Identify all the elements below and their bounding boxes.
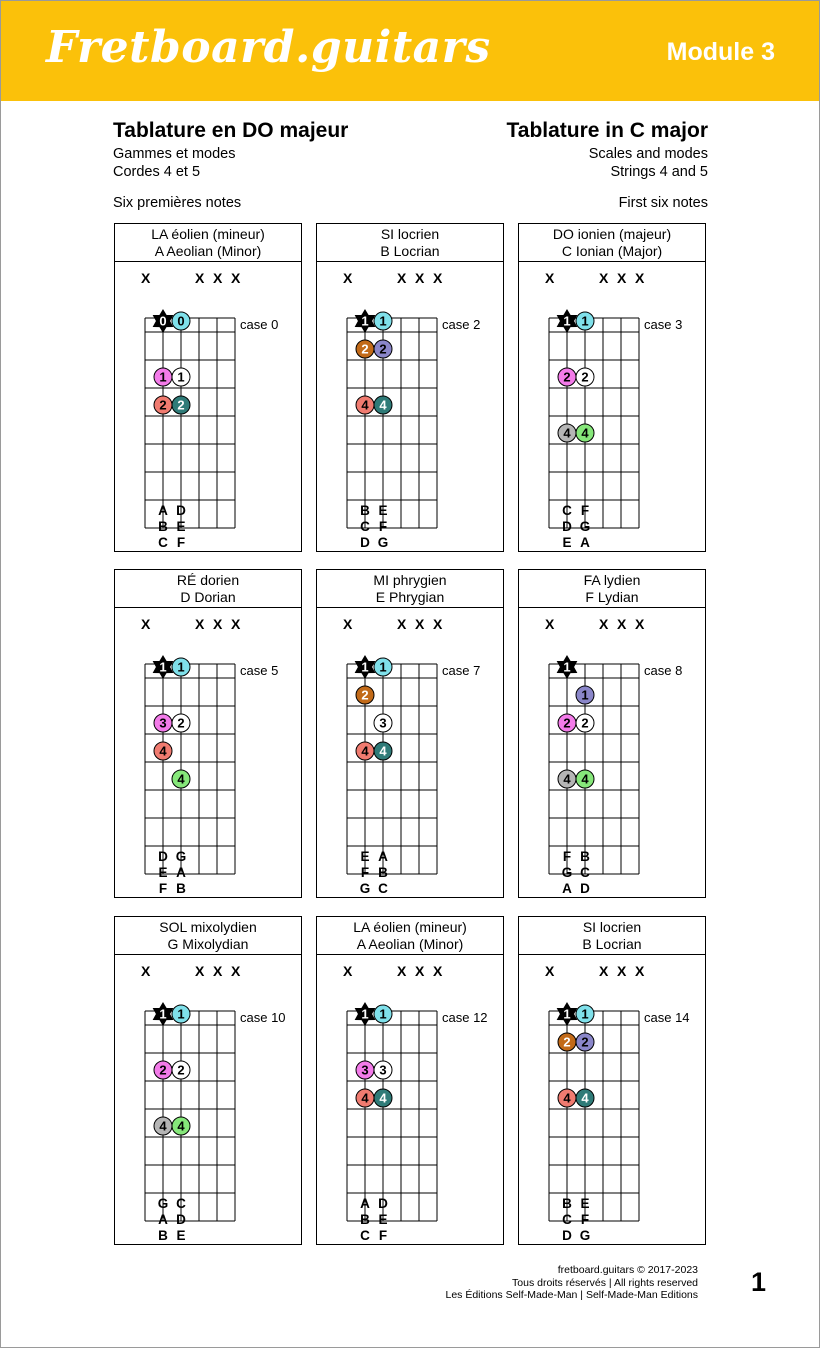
subtitle-french-3: Six premières notes <box>113 195 242 211</box>
note-marker <box>172 1061 190 1079</box>
note-name: D <box>580 881 590 896</box>
muted-string-marker: X <box>141 270 151 286</box>
note-finger-label: 2 <box>581 715 589 731</box>
note-marker <box>374 714 392 732</box>
muted-string-marker: X <box>545 270 555 286</box>
note-marker <box>558 1089 576 1107</box>
fret-position-label: case 14 <box>644 1010 690 1025</box>
note-marker <box>558 424 576 442</box>
note-marker <box>576 368 594 386</box>
mode-name-french: FA lydien <box>583 572 641 588</box>
note-marker <box>356 396 374 414</box>
note-finger-label: 2 <box>581 1034 589 1050</box>
note-marker <box>558 714 576 732</box>
muted-string-marker: X <box>397 270 407 286</box>
note-finger-label: 4 <box>379 397 387 413</box>
note-finger-label: 1 <box>361 313 369 329</box>
module-label: Module 3 <box>666 38 775 66</box>
note-finger-label: 4 <box>581 1090 589 1106</box>
note-name: G <box>561 865 573 880</box>
note-marker <box>356 1089 374 1107</box>
root-note-marker <box>153 1003 172 1025</box>
root-note-marker <box>153 310 172 332</box>
mode-card <box>114 916 302 1245</box>
footer-rights: Tous droits réservés | All rights reserved <box>512 1276 698 1289</box>
mode-card <box>518 916 706 1245</box>
mode-name-english: C Ionian (Major) <box>561 243 663 259</box>
note-finger-label: 4 <box>177 1118 185 1134</box>
note-finger-label: 1 <box>159 369 167 385</box>
note-marker <box>356 1061 374 1079</box>
note-name: G <box>579 519 591 534</box>
fret-position-label: case 8 <box>644 663 683 678</box>
muted-string-marker: X <box>599 963 609 979</box>
muted-string-marker: X <box>213 616 223 632</box>
note-marker <box>154 714 172 732</box>
muted-string-marker: X <box>635 963 645 979</box>
fret-position-label: case 12 <box>442 1010 488 1025</box>
muted-string-marker: X <box>231 963 241 979</box>
note-name: B <box>176 881 186 896</box>
note-name: C <box>176 1196 186 1211</box>
fretboard-diagram <box>317 263 503 551</box>
note-name: F <box>378 1228 388 1243</box>
footer-publisher: Les Éditions Self-Made-Man | Self-Made-Man Editions <box>445 1289 698 1301</box>
note-name: D <box>360 535 370 550</box>
fretboard-diagram <box>317 956 503 1244</box>
muted-string-marker: X <box>141 963 151 979</box>
note-name: E <box>378 503 388 518</box>
note-finger-label: 3 <box>379 715 387 731</box>
muted-string-marker: X <box>599 270 609 286</box>
note-name: B <box>360 1212 370 1227</box>
note-finger-label: 4 <box>379 743 387 759</box>
muted-string-marker: X <box>617 616 627 632</box>
note-marker <box>154 396 172 414</box>
note-finger-label: 2 <box>581 369 589 385</box>
mode-name-english: G Mixolydian <box>167 936 249 952</box>
note-finger-label: 2 <box>159 1062 167 1078</box>
note-marker <box>374 1061 392 1079</box>
fretboard-diagram <box>115 263 301 551</box>
note-finger-label: 1 <box>563 1006 571 1022</box>
muted-string-marker: X <box>433 616 443 632</box>
mode-name-english: B Locrian <box>582 936 642 952</box>
note-finger-label: 1 <box>361 659 369 675</box>
muted-string-marker: X <box>213 270 223 286</box>
muted-string-marker: X <box>433 270 443 286</box>
note-name: F <box>378 519 388 534</box>
note-name: A <box>158 1212 168 1227</box>
note-finger-label: 4 <box>581 771 589 787</box>
note-name: A <box>176 865 186 880</box>
note-name: G <box>175 849 187 864</box>
note-finger-label: 1 <box>379 313 387 329</box>
note-finger-label: 1 <box>563 659 571 675</box>
note-name: D <box>562 519 572 534</box>
muted-string-marker: X <box>635 616 645 632</box>
note-name: D <box>176 1212 186 1227</box>
note-marker <box>356 686 374 704</box>
note-finger-label: 2 <box>177 397 185 413</box>
mode-name-english: B Locrian <box>380 243 440 259</box>
note-name: B <box>158 1228 168 1243</box>
note-marker <box>374 1089 392 1107</box>
title-english: Tablature in C major <box>506 119 708 142</box>
logo[interactable]: Fretboard.guitars <box>46 22 491 73</box>
muted-string-marker: X <box>415 963 425 979</box>
note-marker <box>172 1005 190 1023</box>
root-note-marker <box>557 656 576 678</box>
note-finger-label: 2 <box>563 1034 571 1050</box>
note-finger-label: 4 <box>361 1090 369 1106</box>
note-marker <box>576 686 594 704</box>
mode-card-title <box>115 917 301 955</box>
muted-string-marker: X <box>231 270 241 286</box>
muted-string-marker: X <box>195 963 205 979</box>
note-finger-label: 4 <box>159 743 167 759</box>
fretboard-diagram <box>115 956 301 1244</box>
note-name: G <box>359 881 371 896</box>
muted-string-marker: X <box>545 616 555 632</box>
note-marker <box>374 340 392 358</box>
fret-position-label: case 7 <box>442 663 481 678</box>
note-name: G <box>579 1228 591 1243</box>
mode-name-french: LA éolien (mineur) <box>151 226 265 242</box>
note-marker <box>558 1033 576 1051</box>
muted-string-marker: X <box>231 616 241 632</box>
mode-name-french: LA éolien (mineur) <box>353 919 467 935</box>
fret-position-label: case 2 <box>442 317 481 332</box>
note-name: E <box>176 1228 186 1243</box>
note-finger-label: 4 <box>563 1090 571 1106</box>
note-marker <box>558 368 576 386</box>
note-marker <box>374 1005 392 1023</box>
note-name: F <box>360 865 370 880</box>
note-name: A <box>158 503 168 518</box>
muted-string-marker: X <box>397 616 407 632</box>
title-french: Tablature en DO majeur <box>113 119 349 142</box>
muted-string-marker: X <box>433 963 443 979</box>
fretboard-diagram <box>519 956 705 1244</box>
note-name: D <box>158 849 168 864</box>
note-finger-label: 1 <box>361 1006 369 1022</box>
mode-card <box>518 569 706 898</box>
mode-name-french: DO ionien (majeur) <box>552 226 672 242</box>
footer-copyright: fretboard.guitars © 2017-2023 <box>557 1264 698 1276</box>
note-marker <box>576 1033 594 1051</box>
muted-string-marker: X <box>213 963 223 979</box>
note-name: F <box>176 535 186 550</box>
note-name: B <box>378 865 388 880</box>
note-marker <box>154 1061 172 1079</box>
note-finger-label: 3 <box>159 715 167 731</box>
fret-position-label: case 10 <box>240 1010 286 1025</box>
note-finger-label: 2 <box>177 715 185 731</box>
muted-string-marker: X <box>617 270 627 286</box>
muted-string-marker: X <box>397 963 407 979</box>
note-finger-label: 1 <box>563 313 571 329</box>
note-name: B <box>360 503 370 518</box>
footer <box>445 1264 698 1302</box>
note-name: E <box>378 1212 388 1227</box>
subtitle-french-1: Gammes et modes <box>113 146 236 162</box>
note-finger-label: 1 <box>177 659 185 675</box>
note-marker <box>172 312 190 330</box>
note-name: A <box>360 1196 370 1211</box>
note-name: A <box>580 535 590 550</box>
mode-name-french: SI locrien <box>380 226 440 242</box>
note-marker <box>154 1117 172 1135</box>
note-name: D <box>378 1196 388 1211</box>
note-name: E <box>158 865 168 880</box>
mode-card-title <box>317 917 503 955</box>
note-name: C <box>360 1228 370 1243</box>
mode-name-english: A Aeolian (Minor) <box>356 936 464 952</box>
note-finger-label: 0 <box>159 313 167 329</box>
root-note-marker <box>355 1003 374 1025</box>
mode-name-french: MI phrygien <box>373 572 447 588</box>
note-name: C <box>158 535 168 550</box>
mode-card-title <box>519 917 705 955</box>
note-name: C <box>360 519 370 534</box>
muted-string-marker: X <box>415 616 425 632</box>
note-finger-label: 3 <box>361 1062 369 1078</box>
note-name: C <box>580 865 590 880</box>
mode-card <box>316 223 504 552</box>
mode-card <box>114 569 302 898</box>
muted-string-marker: X <box>343 270 353 286</box>
note-finger-label: 2 <box>563 715 571 731</box>
note-marker <box>172 368 190 386</box>
note-finger-label: 2 <box>563 369 571 385</box>
note-name: F <box>158 881 168 896</box>
note-marker <box>172 1117 190 1135</box>
note-finger-label: 1 <box>581 1006 589 1022</box>
note-name: G <box>377 535 389 550</box>
note-finger-label: 4 <box>177 771 185 787</box>
mode-name-french: SOL mixolydien <box>159 919 257 935</box>
note-finger-label: 2 <box>361 687 369 703</box>
fretboard-diagram <box>317 609 503 897</box>
mode-card-title <box>519 570 705 608</box>
subtitle-french-2: Cordes 4 et 5 <box>113 164 201 180</box>
root-note-marker <box>355 656 374 678</box>
note-name: C <box>562 1212 572 1227</box>
note-name: E <box>176 519 186 534</box>
note-name: F <box>580 503 590 518</box>
note-marker <box>576 714 594 732</box>
note-name: B <box>580 849 590 864</box>
note-marker <box>576 1089 594 1107</box>
note-marker <box>374 312 392 330</box>
note-finger-label: 1 <box>159 659 167 675</box>
note-finger-label: 2 <box>159 397 167 413</box>
muted-string-marker: X <box>617 963 627 979</box>
fret-position-label: case 0 <box>240 317 279 332</box>
note-marker <box>154 368 172 386</box>
note-finger-label: 1 <box>581 687 589 703</box>
note-name: C <box>378 881 388 896</box>
muted-string-marker: X <box>415 270 425 286</box>
fretboard-diagram <box>115 609 301 897</box>
note-name: E <box>360 849 370 864</box>
note-finger-label: 4 <box>361 397 369 413</box>
root-note-marker <box>355 310 374 332</box>
note-marker <box>576 770 594 788</box>
note-name: A <box>378 849 388 864</box>
note-finger-label: 1 <box>177 1006 185 1022</box>
note-finger-label: 1 <box>379 659 387 675</box>
muted-string-marker: X <box>599 616 609 632</box>
note-finger-label: 2 <box>361 341 369 357</box>
note-name: F <box>562 849 572 864</box>
note-name: A <box>562 881 572 896</box>
muted-string-marker: X <box>195 616 205 632</box>
mode-card-title <box>519 224 705 262</box>
note-name: E <box>562 535 572 550</box>
mode-name-english: E Phrygian <box>375 589 445 605</box>
note-name: D <box>562 1228 572 1243</box>
page-number: 1 <box>750 1267 766 1297</box>
note-marker <box>356 742 374 760</box>
mode-name-english: F Lydian <box>585 589 639 605</box>
note-finger-label: 4 <box>563 425 571 441</box>
note-finger-label: 4 <box>361 743 369 759</box>
root-note-marker <box>557 1003 576 1025</box>
note-finger-label: 4 <box>159 1118 167 1134</box>
note-marker <box>356 340 374 358</box>
mode-card <box>316 569 504 898</box>
subtitle-english-3: First six notes <box>618 195 708 211</box>
mode-card <box>316 916 504 1245</box>
muted-string-marker: X <box>195 270 205 286</box>
note-finger-label: 1 <box>379 1006 387 1022</box>
mode-card-title <box>115 224 301 262</box>
note-marker <box>172 658 190 676</box>
note-finger-label: 4 <box>581 425 589 441</box>
note-marker <box>576 1005 594 1023</box>
note-marker <box>172 714 190 732</box>
note-name: G <box>157 1196 169 1211</box>
note-marker <box>172 770 190 788</box>
note-finger-label: 4 <box>379 1090 387 1106</box>
mode-name-french: RÉ dorien <box>176 572 240 588</box>
root-note-marker <box>557 310 576 332</box>
note-finger-label: 4 <box>563 771 571 787</box>
note-name: D <box>176 503 186 518</box>
fret-position-label: case 3 <box>644 317 683 332</box>
fret-position-label: case 5 <box>240 663 279 678</box>
mode-card-title <box>317 570 503 608</box>
subtitle-english-2: Strings 4 and 5 <box>610 164 708 180</box>
note-finger-label: 3 <box>379 1062 387 1078</box>
note-name: B <box>562 1196 572 1211</box>
mode-card-title <box>317 224 503 262</box>
note-marker <box>576 312 594 330</box>
note-finger-label: 2 <box>379 341 387 357</box>
note-marker <box>558 770 576 788</box>
note-marker <box>172 396 190 414</box>
note-name: F <box>580 1212 590 1227</box>
root-note-marker <box>153 656 172 678</box>
fretboard-diagram <box>519 609 705 897</box>
muted-string-marker: X <box>343 616 353 632</box>
mode-name-english: A Aeolian (Minor) <box>154 243 262 259</box>
note-marker <box>576 424 594 442</box>
subtitle-english-1: Scales and modes <box>588 146 708 162</box>
muted-string-marker: X <box>635 270 645 286</box>
mode-card <box>518 223 706 552</box>
mode-name-french: SI locrien <box>582 919 642 935</box>
note-marker <box>374 396 392 414</box>
muted-string-marker: X <box>141 616 151 632</box>
mode-card-title <box>115 570 301 608</box>
note-name: B <box>158 519 168 534</box>
note-finger-label: 1 <box>159 1006 167 1022</box>
note-marker <box>374 742 392 760</box>
note-finger-label: 1 <box>581 313 589 329</box>
note-finger-label: 0 <box>177 313 185 329</box>
mode-card <box>114 223 302 552</box>
note-marker <box>374 658 392 676</box>
note-finger-label: 2 <box>177 1062 185 1078</box>
muted-string-marker: X <box>343 963 353 979</box>
muted-string-marker: X <box>545 963 555 979</box>
mode-name-english: D Dorian <box>180 589 236 605</box>
note-finger-label: 1 <box>177 369 185 385</box>
fretboard-diagram <box>519 263 705 551</box>
note-name: E <box>580 1196 590 1211</box>
note-marker <box>154 742 172 760</box>
note-name: C <box>562 503 572 518</box>
